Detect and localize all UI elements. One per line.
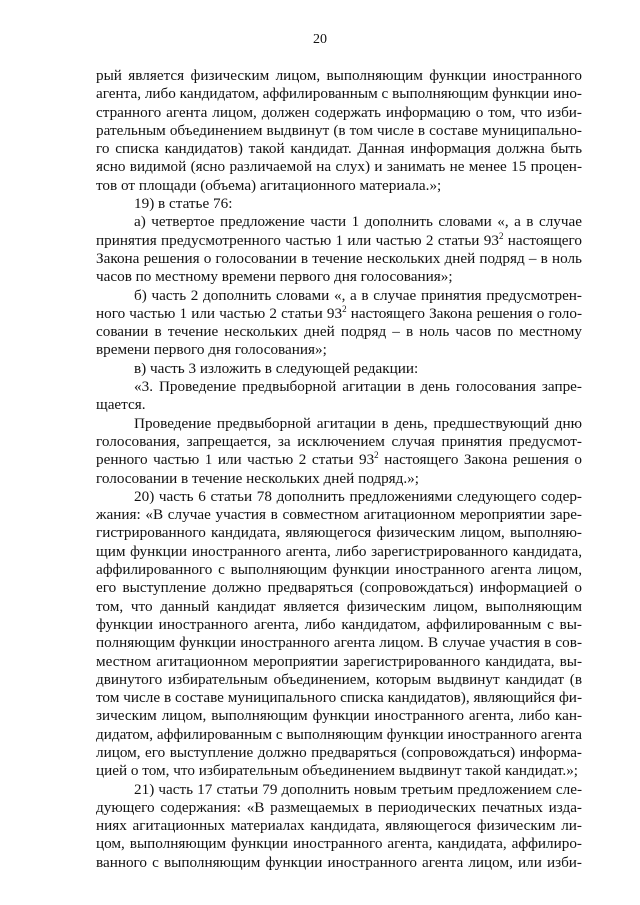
text-line [96, 67, 582, 85]
text-span: полняющим функции иностранного агента лицом. В случае участия в сов- [96, 634, 582, 652]
text-span: цией о том, что избирательным объединением выдвинут такой кандидат.»; [96, 762, 579, 780]
text-line [96, 213, 582, 231]
text-line [96, 158, 582, 176]
text-line [96, 268, 582, 286]
text-line [96, 616, 582, 634]
text-line [96, 287, 582, 305]
text-line [96, 470, 582, 488]
text-line [96, 543, 582, 561]
text-line [96, 122, 582, 140]
text-span: дидатом, аффилированным с выполняющим функции иностранного агента [96, 725, 582, 743]
text-span: голосовании в течение нескольких дней подряд.»; [96, 469, 419, 487]
text-span: настоящего Закона решения о [378, 451, 583, 469]
text-span: агента, либо кандидатом, аффилированным с выполняющим функции ино- [96, 85, 582, 103]
text-line [96, 817, 582, 835]
text-line [96, 689, 582, 707]
text-span: настоящего [503, 231, 582, 249]
text-span: Проведение предвыборной агитации в день, предшествующий дню [134, 414, 582, 432]
text-line [96, 653, 582, 671]
text-line [96, 177, 582, 195]
text-line [96, 396, 582, 414]
superscript: 2 [374, 450, 379, 461]
text-line [96, 726, 582, 744]
text-span: голосования, запрещается, за исключением случая принятия предусмот- [96, 432, 582, 450]
text-span: его выступление должно предваряться (сопровождаться) информацией о [96, 579, 582, 597]
text-line [96, 433, 582, 451]
text-span: 20) часть 6 статьи 78 дополнить предложениями следующего содер- [134, 487, 582, 505]
text-span: часов по местному времени первого дня голосования»; [96, 268, 453, 286]
text-span: том, что данный кандидат является физическим лицом, выполняющим [96, 597, 582, 615]
text-line [96, 232, 582, 250]
text-span: жания: «В случае участия в совместном агитационном мероприятии заре- [96, 506, 582, 524]
text-line [96, 835, 582, 853]
text-line [96, 305, 582, 323]
text-span: аффилированного с выполняющим функции иностранного агента лицом, [96, 561, 582, 579]
text-line [96, 598, 582, 616]
text-line [96, 762, 582, 780]
text-line [96, 451, 582, 469]
text-span: настоящего Закона решения о голо- [346, 304, 582, 322]
text-span: 19) в статье 76: [134, 195, 233, 213]
text-span: щим функции иностранного агента, либо зарегистрированного кандидата, [96, 542, 582, 560]
text-span: Закона решения о голосовании в течение нескольких дней подряд – в ноль [96, 249, 582, 267]
text-span: рательным объединением выдвинут (в том числе в составе муниципально- [96, 121, 582, 139]
text-line [96, 671, 582, 689]
text-line [96, 85, 582, 103]
text-span: функции иностранного агента, либо кандидатом, аффилированным с вы- [96, 615, 582, 633]
text-span: гистрированного кандидата, являющегося физическим лицом, выполняю- [96, 524, 582, 542]
text-line [96, 140, 582, 158]
text-span: ясно видимой (ясно различаемой на слух) и занимать не менее 15 процен- [96, 158, 582, 176]
text-line [96, 415, 582, 433]
text-span: зическим лицом, выполняющим функции иностранного агента, либо кан- [96, 707, 582, 725]
text-span: времени первого дня голосования»; [96, 341, 327, 359]
page-number: 20 [313, 32, 327, 47]
superscript: 2 [342, 303, 347, 314]
text-span: местном агитационном мероприятии зарегистрированного кандидата, вы- [96, 652, 582, 670]
text-span: 21) часть 17 статьи 79 дополнить новым третьим предложением сле- [134, 780, 582, 798]
text-line [96, 341, 582, 359]
text-line [96, 250, 582, 268]
text-span: странного агента лицом, должен содержать информацию о том, что изби- [96, 103, 582, 121]
text-span: «3. Проведение предвыборной агитации в день голосования запре- [134, 378, 582, 396]
text-span: в) часть 3 изложить в следующей редакции: [134, 359, 419, 377]
text-line [96, 506, 582, 524]
text-span: том числе в составе муниципального списка кандидатов), являющийся фи- [96, 689, 582, 707]
text-line [96, 488, 582, 506]
text-span: дующего содержания: «В размещаемых в периодических печатных изда- [96, 798, 582, 816]
text-span: ниях агитационных материалах кандидата, являющегося физическим ли- [96, 817, 582, 835]
text-span: цом, выполняющим функции иностранного агента, кандидата, аффилиро- [96, 835, 582, 853]
body-text [96, 67, 582, 872]
text-line [96, 524, 582, 542]
text-span: б) часть 2 дополнить словами «, а в случае принятия предусмотрен- [134, 286, 582, 304]
text-span: лицом, его выступление должно предваряться (сопровождаться) информа- [96, 743, 582, 761]
text-line [96, 579, 582, 597]
text-span: го списка кандидатов) такой кандидат. Данная информация должна быть [96, 140, 582, 158]
text-span: рый является физическим лицом, выполняющим функции иностранного [96, 67, 582, 84]
text-span: ного частью 1 или частью 2 статьи 93 [96, 304, 343, 322]
text-line [96, 195, 582, 213]
text-line [96, 323, 582, 341]
text-span: двинутого избирательным объединением, которым выдвинут кандидат (в [96, 670, 582, 688]
text-line [96, 799, 582, 817]
text-span: ванного с выполняющим функции иностранного агента лицом, или изби- [96, 853, 582, 871]
superscript: 2 [498, 230, 504, 241]
text-span: щается. [96, 396, 146, 414]
text-line [96, 360, 582, 378]
text-line [96, 744, 582, 762]
text-span: совании в течение нескольких дней подряд – в ноль часов по местному [96, 323, 582, 341]
text-line [96, 104, 582, 122]
text-span: а) четвертое предложение части 1 дополнить словами «, а в случае [134, 213, 582, 231]
text-line [96, 781, 582, 799]
text-line [96, 707, 582, 725]
text-line [96, 634, 582, 652]
text-line [96, 561, 582, 579]
text-span: тов от площади (объема) агитационного материала.»; [96, 176, 442, 194]
text-line [96, 378, 582, 396]
text-span: принятия предусмотренного частью 1 или частью 2 статьи 93 [96, 231, 499, 249]
text-span: ренного частью 1 или частью 2 статьи 93 [96, 451, 375, 469]
text-line [96, 854, 582, 872]
